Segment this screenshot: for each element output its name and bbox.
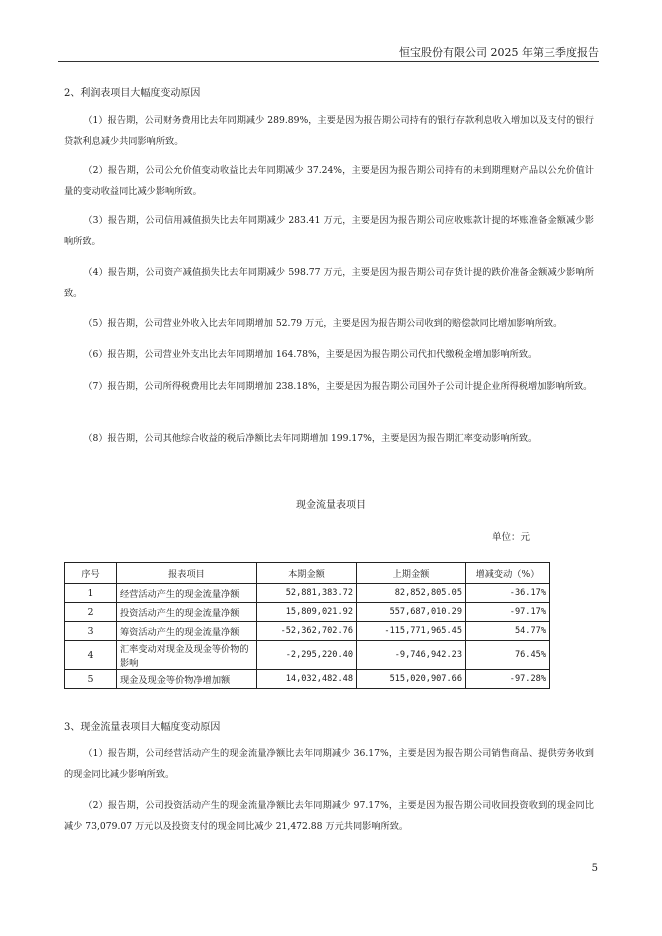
page-number: 5 [591,863,598,874]
cashflow-table [64,562,550,689]
section-2-paragraph-1: （1）报告期，公司财务费用比去年同期减少 289.89%，主要是因为报告期公司持有的银行存款利息收入增加以及支付的银行贷款利息减少共同影响所致。 [64,115,594,147]
row-previous: -115,771,965.45 [357,622,466,641]
row-current: 15,809,021.92 [257,603,357,622]
section-3-paragraph-1: （1）报告期，公司经营活动产生的现金流量净额比去年同期减少 36.17%，主要是因为报告期公司销售商品、提供劳务收到的现金同比减少影响所致。 [64,748,594,780]
row-change: -97.17% [466,603,550,622]
row-previous: 82,852,805.05 [357,584,466,603]
section-2-paragraph-5: （5）报告期，公司营业外收入比去年同期增加 52.79 万元，主要是因为报告期公司收到的赔偿款同比增加影响所致。 [83,318,563,329]
row-index: 1 [65,584,117,603]
table-header-row [65,563,550,584]
cashflow-unit: 单位：元 [491,532,530,543]
row-index: 5 [65,670,117,689]
row-current: 52,881,383.72 [257,584,357,603]
row-index: 3 [65,622,117,641]
section-2-title: 2、利润表项目大幅度变动原因 [64,88,201,99]
row-item: 现金及现金等价物净增加额 [117,670,257,689]
section-2-paragraph-4: （4）报告期，公司资产减值损失比去年同期减少 598.77 万元，主要是因为报告期公司存货计提的跌价准备金额减少影响所致。 [64,267,594,299]
header-title: 恒宝股份有限公司 2025 年第三季度报告 [399,46,599,59]
row-item: 筹资活动产生的现金流量净额 [117,622,257,641]
header-change: 增减变动（%） [466,563,550,584]
table-row [65,641,550,670]
row-change: -36.17% [466,584,550,603]
section-2-paragraph-3: （3）报告期，公司信用减值损失比去年同期减少 283.41 万元，主要是因为报告期公司应收账款计提的坏账准备金额减少影响所致。 [64,215,594,247]
row-current: 14,032,482.48 [257,670,357,689]
row-index: 2 [65,603,117,622]
row-change: 76.45% [466,641,550,670]
row-change: -97.28% [466,670,550,689]
table-row [65,603,550,622]
section-2-paragraph-7: （7）报告期，公司所得税费用比去年同期增加 238.18%，主要是因为报告期公司国外子公司计提企业所得税增加影响所致。 [83,381,593,392]
header-index: 序号 [65,563,117,584]
row-previous: 557,687,010.29 [357,603,466,622]
row-previous: -9,746,942.23 [357,641,466,670]
page-header [58,44,599,62]
header-previous: 上期金额 [357,563,466,584]
section-2-paragraph-6: （6）报告期，公司营业外支出比去年同期增加 164.78%，主要是因为报告期公司代扣代缴税金增加影响所致。 [83,349,538,360]
section-3-title: 3、现金流量表项目大幅度变动原因 [64,722,221,733]
row-current: -2,295,220.40 [257,641,357,670]
row-change: 54.77% [466,622,550,641]
row-item: 汇率变动对现金及现金等价物的影响 [117,641,257,670]
table-row [65,584,550,603]
cashflow-table-title: 现金流量表项目 [296,500,366,511]
row-index: 4 [65,641,117,670]
section-2-paragraph-8: （8）报告期，公司其他综合收益的税后净额比去年同期增加 199.17%，主要是因为报告期汇率变动影响所致。 [83,433,538,444]
section-2-paragraph-2: （2）报告期，公司公允价值变动收益比去年同期减少 37.24%，主要是因为报告期公司持有的未到期理财产品以公允价值计量的变动收益同比减少影响所致。 [64,165,594,197]
section-3-paragraph-2: （2）报告期，公司投资活动产生的现金流量净额比去年同期减少 97.17%，主要是因为报告期公司收回投资收到的现金同比减少 73,079.07 万元以及投资支付的现金同比减少 21,472.88 万元共同影响所致。 [64,800,594,832]
row-item: 投资活动产生的现金流量净额 [117,603,257,622]
row-current: -52,362,702.76 [257,622,357,641]
table-row [65,670,550,689]
row-item: 经营活动产生的现金流量净额 [117,584,257,603]
header-item: 报表项目 [117,563,257,584]
row-previous: 515,020,907.66 [357,670,466,689]
table-row [65,622,550,641]
header-current: 本期金额 [257,563,357,584]
